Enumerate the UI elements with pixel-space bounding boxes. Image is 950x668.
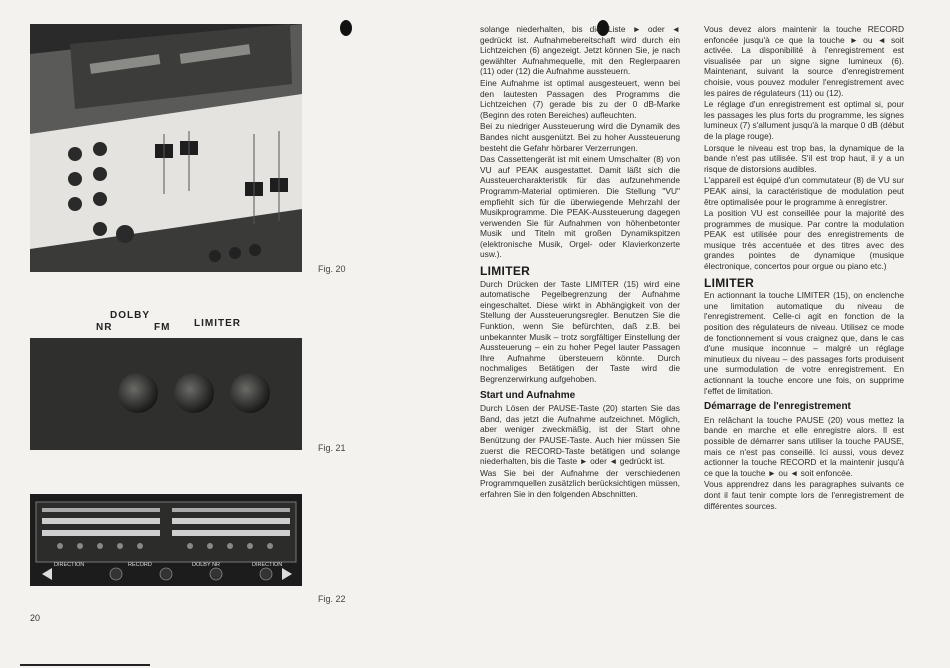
fr-heading-limiter: LIMITER bbox=[704, 275, 755, 290]
figure-21-header bbox=[96, 310, 296, 336]
dolby-label: DOLBY bbox=[110, 310, 150, 321]
cassette-deck-image bbox=[30, 24, 302, 272]
de-paragraph: Durch Lösen der PAUSE-Taste (20) starten Sie das Band, das jetzt die Aufnahme aufzeichnet. Möglich, aber weniger zweckmäßig, ist der Start ohne Benützung der PAUSE-Taste. Auch hier müssen Sie zuerst die RECORD-Taste betätigen und solange niederhalten, bis die Taste ► oder ◄ gedrückt ist. bbox=[480, 403, 680, 467]
de-paragraph: solange niederhalten, bis die Liste ► oder ◄ gedrückt ist. Aufnahmebereitschaft wird durch ein Lichtzeichen (6) angezeigt. Jetzt können Sie, je nach gewählter Aufnahmequelle, mit den Reglerpaaren (11) oder (12) die Aufnahme aussteuern. bbox=[480, 24, 680, 77]
de-heading-limiter: LIMITER bbox=[480, 264, 531, 279]
fig22-direction-right: DIRECTION bbox=[252, 562, 283, 568]
german-column bbox=[480, 24, 680, 501]
de-heading-start: Start und Aufnahme bbox=[480, 389, 576, 401]
fr-heading-start: Démarrage de l'enregistrement bbox=[704, 401, 851, 413]
figure-22-photo bbox=[30, 494, 302, 586]
fr-paragraph: Vous devez alors maintenir la touche RECORD enfoncée jusqu'à ce que la touche ► ou ◄ soit activée. La disponibilité à l'enregistrement est visualisée par un signe signe lumineux (6). Maintenant, suivant la source d'enregistrement choisie, vous pouvez moduler l'enregistrement avec les paires de régulateurs (11) ou (12). bbox=[704, 24, 904, 98]
nr-label: NR bbox=[96, 322, 113, 333]
de-paragraph: Das Cassettengerät ist mit einem Umschalter (8) von VU auf PEAK ausgestattet. Damit läßt sich die Aussteuercharakteristik für das aufzunehmende Programm-Material optimieren. Die Stellung "VU" empfiehlt sich für die überwiegende Mehrzahl der Musikprogramme. Die PEAK-Aussteuerung dagegen verwenden Sie für Aufnahmen von höhenbetonter Musik und Titeln mit großen Dynamikspitzen (elektronische Musik, Orgel- oder Klavierkonzerte usw.). bbox=[480, 154, 680, 260]
page-number: 20 bbox=[30, 613, 41, 623]
limiter-button bbox=[230, 373, 270, 413]
fr-paragraph: Le réglage d'un enregistrement est optimal si, pour les passages les plus forts du programme, les signes lumineux (7) s'allument jusqu'à la marque 0 dB (début de la plage rouge). bbox=[704, 99, 904, 141]
fig22-direction-left: DIRECTION bbox=[54, 562, 85, 568]
de-paragraph: Bei zu niedriger Aussteuerung wird die Dynamik des Bandes nicht ausgenützt. Bei zu hoher Aussteuerung besteht die Gefahr hörbarer Verzerrungen. bbox=[480, 121, 680, 153]
de-paragraph: Was Sie bei der Aufnahme der verschiedenen Programmquellen zusätzlich berücksichtigen müssen, erfahren Sie in den folgenden Abschnitten. bbox=[480, 467, 680, 499]
fr-paragraph: Lorsque le niveau est trop bas, la dynamique de la bande n'est pas utilisée. S'il est trop haut, il y a un risque de distorsions audibles. bbox=[704, 142, 904, 174]
fig22-record: RECORD bbox=[128, 562, 152, 568]
fr-paragraph: En actionnant la touche LIMITER (15), on enclenche une limitation automatique du niveau de l'enregistrement. Celle-ci agit en fonction de la position des régulateurs de niveau. Utilisez ce mode de fonctionnement si vous craignez que, dans le cas d'une musique inconnue – malgré un réglage minutieux du niveau – des passages forts produisent une surmodulation de votre enregistrement. En actionnant la touche encore une fois, on supprime l'effet de limitation. bbox=[704, 290, 904, 396]
limiter-label: LIMITER bbox=[194, 318, 241, 329]
fr-paragraph: Vous apprendrez dans les paragraphes suivants ce dont il faut tenir compte lors de l'enregistrement de différentes sources. bbox=[704, 479, 904, 511]
de-paragraph: Eine Aufnahme ist optimal ausgesteuert, wenn bei den lautesten Passagen des Programms die Lichtzeichen (7) gerade bis zu der 0 dB-Marke (Beginn des roten Bereiches) aufleuchten. bbox=[480, 77, 680, 120]
direction-right-icon bbox=[282, 568, 292, 580]
figure-20-photo bbox=[30, 24, 302, 272]
fr-paragraph: En relâchant la touche PAUSE (20) vous mettez la bande en marche et elle enregistre alors. Il est possible de démarrer sans utiliser la touche PAUSE, mais ce n'est pas conseillé. Ici aussi, vous devez actionner la touche RECORD et la maintenir jusqu'à ce que la touche ► ou ◄ soit enfoncée. bbox=[704, 414, 904, 478]
page-bottom-rule bbox=[20, 664, 150, 666]
fig22-dolby-nr: DOLBY NR bbox=[192, 562, 221, 568]
dolby-nr-button bbox=[118, 373, 158, 413]
french-column bbox=[704, 24, 904, 512]
figure-21-label: Fig. 21 bbox=[318, 443, 346, 453]
punch-hole-left bbox=[340, 20, 352, 36]
fr-paragraph: L'appareil est équipé d'un commutateur (8) de VU sur PEAK ainsi, la caractéristique de modulation peut être optimalisée pour le programme à enregistrer. bbox=[704, 175, 904, 207]
figure-22-label: Fig. 22 bbox=[318, 594, 346, 604]
dolby-fm-button bbox=[174, 373, 214, 413]
fr-paragraph: La position VU est conseillée pour la majorité des programmes de musique. Par contre la modulation PEAK est utilisée pour des enregistrements de musique très accentuée et des titres avec des grandes pointes de dynamique (musique électronique, concertos pour orgue ou piano etc.) bbox=[704, 208, 904, 272]
figure-20-label: Fig. 20 bbox=[318, 264, 346, 274]
de-paragraph: Durch Drücken der Taste LIMITER (15) wird eine automatische Pegelbegrenzung der Aufnahme eingeschaltet. Diese wirkt in Abhängigkeit von der Stellung der Aussteuerungsregler. Benutzen Sie die Funktion, wenn Sie befürchten, daß z.B. bei unbekannter Musik – trotz sorgfältiger Einstellung der Aussteuerung – ein zu hoher Pegel lauter Passagen Ihre Aufnahme übersteuern könnte. Durch nochmaliges Betätigen der Taste wird die Begrenzerwirkung aufgehoben. bbox=[480, 278, 680, 384]
figure-21-photo bbox=[30, 338, 302, 450]
direction-left-icon bbox=[42, 568, 52, 580]
fm-label: FM bbox=[154, 322, 171, 333]
